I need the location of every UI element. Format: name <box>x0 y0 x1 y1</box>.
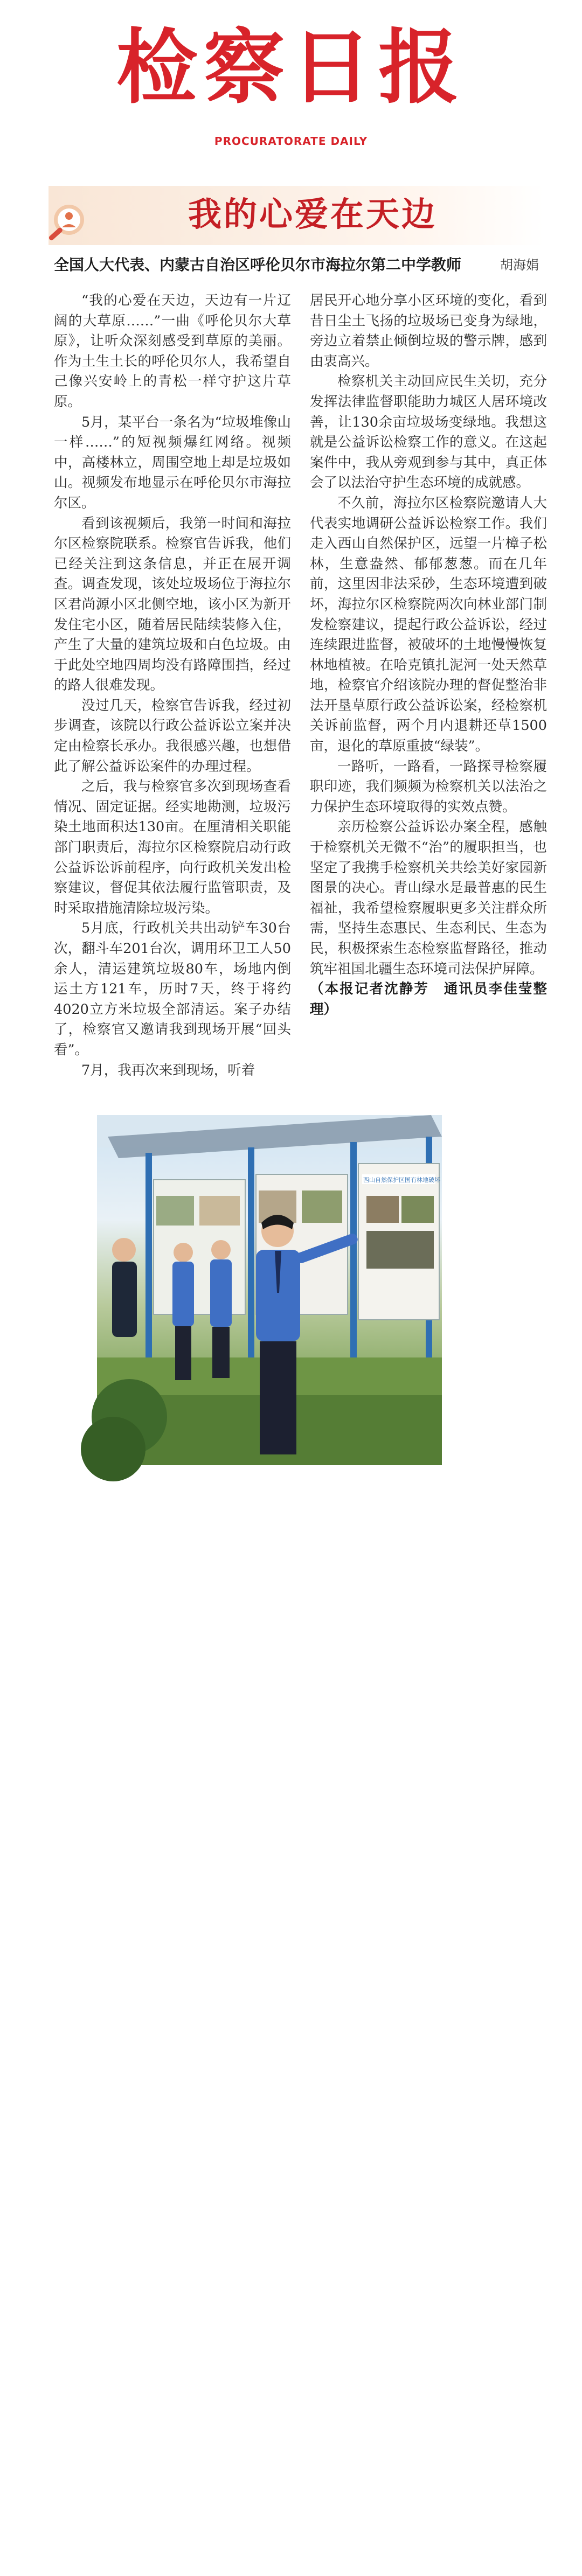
paragraph: 7月，我再次来到现场，听着 <box>81 1062 255 1078</box>
page-number-badge: 4 <box>197 2554 219 2576</box>
board-heading: 西山自然保护区国有林地破坏 <box>363 1176 440 1183</box>
byline <box>54 253 539 277</box>
byline-title: 全国人大代表、内蒙古自治区呼伦贝尔市海拉尔第二中学教师 <box>54 256 462 274</box>
reporter-credit: （本报记者沈静芳 通讯员李佳莹整理） <box>310 981 547 1018</box>
masthead <box>0 0 582 162</box>
paragraph: “我的心爱在天边，天边有一片辽阔的大草原……”一曲《呼伦贝尔大草原》，让听众深刻感受到草原的美丽。作为土生土长的呼伦贝尔人，我希望自己像兴安岭上的青松一样守护这片草原。 <box>54 293 291 410</box>
paragraph: 亲历检察公益诉讼办案全程，感触于检察机关无微不“治”的履职担当，也坚定了我携手检察机关共绘美好家园新图景的决心。青山绿水是最普惠的民生福祉，我希望检察履职更多关注群众所需，坚持生态惠民、生态利民、生态为民，积极探索生态检察监督路径，推动筑牢祖国北疆生态环境司法保护屏障。 <box>310 819 547 977</box>
paragraph: 之后，我与检察官多次到现场查看情况、固定证据。经实地勘测，垃圾污染土地面积达130亩。在厘清相关职能部门职责后，海拉尔区检察院启动行政公益诉讼诉前程序，向行政机关发出检察建议，督促其依法履行监管职责，及时采取措施清除垃圾污染。 <box>54 778 291 916</box>
masthead-subtitle: PROCURATORATE DAILY <box>214 135 368 148</box>
paragraph: 一路听，一路看，一路探寻检察履职印迹，我们频频为检察机关以法治之力保护生态环境取得的实效点赞。 <box>310 758 547 815</box>
paragraph: 5月底，行政机关共出动铲车30台次，翻斗车201台次，调用环卫工人50余人，清运建筑垃圾80车，场地内倒运土方121车，历时7天，终于将约4020立方米垃圾全部清运。案子办结了，检察官又邀请我到现场开展“回头看”。 <box>54 920 291 1058</box>
article-column-right <box>310 291 547 1020</box>
news-photo <box>97 1115 442 2572</box>
paragraph: 不久前，海拉尔区检察院邀请人大代表实地调研公益诉讼检察工作。我们走入西山自然保护区，远望一片樟子松林，生意盎然、郁郁葱葱。而在几年前，这里因非法采砂，生态环境遭到破坏，海拉尔区检察院两次向林业部门制发检察建议，提起行政公益诉讼，经过连续跟进监督，被破坏的土地慢慢恢复林地植被。在哈克镇扎泥河一处天然草地，检察官介绍该院办理的督促整治非法开垦草原行政公益诉讼案，经检察机关诉前监督，两个月内退耕还草1500亩，退化的草原重披“绿装”。 <box>310 495 547 755</box>
paragraph: 5月，某平台一条名为“垃圾堆像山一样……”的短视频爆红网络。视频中，高楼林立，周围空地上却是垃圾如山。视频发布地显示在呼伦贝尔市海拉尔区。 <box>54 414 291 511</box>
paragraph: 看到该视频后，我第一时间和海拉尔区检察院联系。检察官告诉我，他们已经关注到这条信息，并正在展开调查。调查发现，该处垃圾场位于海拉尔区君尚源小区北侧空地，该小区为新开发住宅小区，随着居民陆续装修入住，产生了大量的建筑垃圾和白色垃圾。由于此处空地四周均没有路障围挡，经过的路人很难发现。 <box>54 515 291 694</box>
magnifier-icon <box>44 200 89 246</box>
paragraph: 没过几天，检察官告诉我，经过初步调查，该院以行政公益诉讼立案并决定由检察长承办。我很感兴趣，也想借此了解公益诉讼案件的办理过程。 <box>54 697 291 775</box>
paragraph: 居民开心地分享小区环境的变化，看到昔日尘土飞扬的垃圾场已变身为绿地，旁边立着禁止倾倒垃圾的警示牌，感到由衷高兴。 <box>310 293 547 370</box>
article-column-left <box>54 291 291 1081</box>
paragraph: 检察机关主动回应民生关切，充分发挥法律监督职能助力城区人居环境改善，让130余亩垃圾场变绿地。我想这就是公益诉讼检察工作的意义。在这起案件中，我从旁观到参与其中，真正体会了以法治守护生态环境的成就感。 <box>310 373 547 491</box>
photo-illustration <box>97 1115 442 1465</box>
byline-author: 胡海娟 <box>500 257 539 273</box>
masthead-title: 检察日报 <box>116 20 466 115</box>
headline: 我的心爱在天边 <box>188 194 437 234</box>
